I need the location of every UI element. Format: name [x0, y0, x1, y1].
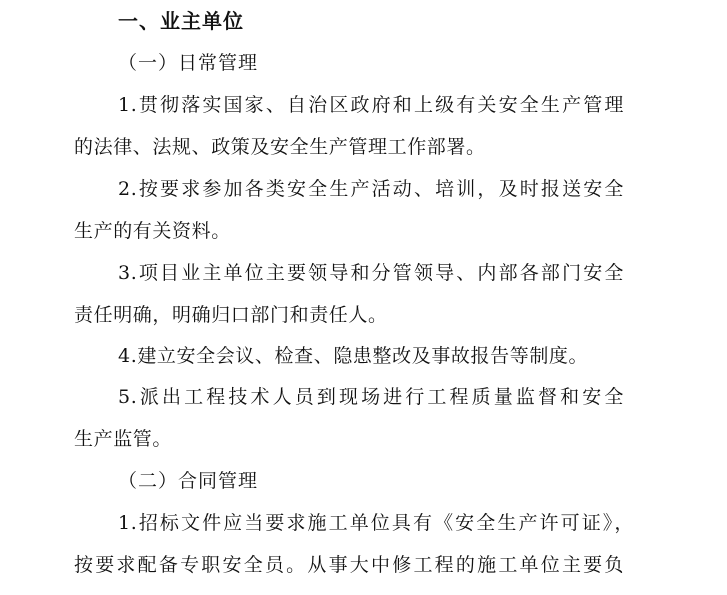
heading-owner-unit: 一、业主单位 [118, 9, 244, 33]
item-1-line-1: 1.贯彻落实国家、自治区政府和上级有关安全生产管理 [118, 94, 624, 116]
section-title-contract-management: （二）合同管理 [118, 470, 259, 492]
item-2-line-1: 2.按要求参加各类安全生产活动、培训，及时报送安全 [118, 178, 624, 200]
item-5-line-2: 生产监管。 [74, 428, 173, 450]
item-2-line-2: 生产的有关资料。 [74, 220, 231, 242]
contract-item-1-line-1: 1.招标文件应当要求施工单位具有《安全生产许可证》， [118, 512, 634, 534]
item-1-line-2: 的法律、法规、政策及安全生产管理工作部署。 [74, 136, 486, 158]
contract-item-1-line-2: 按要求配备专职安全员。从事大中修工程的施工单位主要负 [74, 554, 624, 576]
section-title-daily-management: （一）日常管理 [118, 52, 259, 74]
item-3-line-1: 3.项目业主单位主要领导和分管领导、内部各部门安全 [118, 262, 624, 284]
item-3-line-2: 责任明确，明确归口部门和责任人。 [74, 304, 388, 326]
item-4-line-1: 4.建立安全会议、检查、隐患整改及事故报告等制度。 [118, 345, 589, 367]
item-5-line-1: 5.派出工程技术人员到现场进行工程质量监督和安全 [118, 386, 624, 408]
